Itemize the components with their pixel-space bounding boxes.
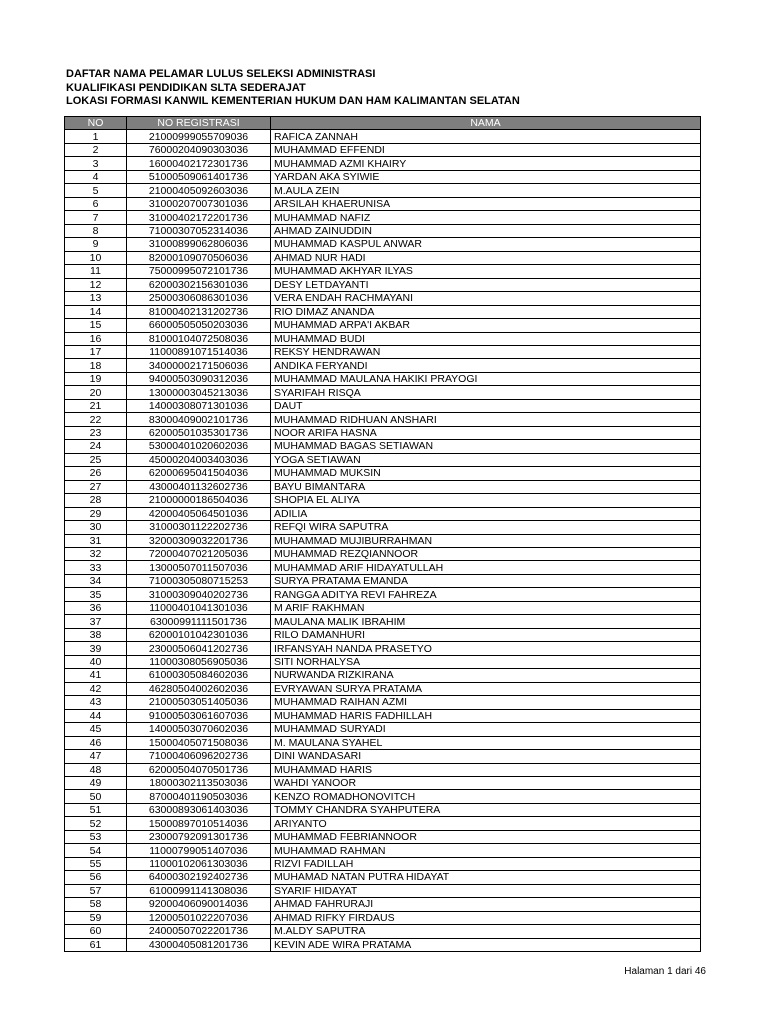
cell-no: 23: [65, 426, 127, 439]
table-row: [65, 453, 701, 466]
cell-name: MUHAMMAD RAIHAN AZMI: [271, 696, 701, 709]
cell-no: 25: [65, 453, 127, 466]
table-row: [65, 251, 701, 264]
cell-registration: 15000897010514036: [127, 817, 271, 830]
cell-name: MUHAMMAD SURYADI: [271, 723, 701, 736]
cell-registration: 21000405092603036: [127, 184, 271, 197]
cell-registration: 11000102061303036: [127, 857, 271, 870]
cell-name: MAULANA MALIK IBRAHIM: [271, 615, 701, 628]
cell-name: AHMAD NUR HADI: [271, 251, 701, 264]
table-row: [65, 238, 701, 251]
table-row: [65, 426, 701, 439]
cell-registration: 23000792091301736: [127, 830, 271, 843]
table-row: [65, 197, 701, 210]
cell-no: 29: [65, 507, 127, 520]
cell-registration: 82000109070506036: [127, 251, 271, 264]
cell-no: 39: [65, 642, 127, 655]
cell-no: 11: [65, 265, 127, 278]
cell-registration: 62000101042301036: [127, 628, 271, 641]
cell-no: 42: [65, 682, 127, 695]
cell-no: 4: [65, 170, 127, 183]
cell-registration: 15000405071508036: [127, 736, 271, 749]
table-row: [65, 723, 701, 736]
table-row: [65, 642, 701, 655]
table-row: [65, 440, 701, 453]
table-row: [65, 561, 701, 574]
cell-registration: 63000893061403036: [127, 803, 271, 816]
title-line-3: LOKASI FORMASI KANWIL KEMENTERIAN HUKUM DAN HAM KALIMANTAN SELATAN: [66, 95, 520, 107]
cell-registration: 94000503090312036: [127, 372, 271, 385]
cell-no: 41: [65, 669, 127, 682]
cell-name: REFQI WIRA SAPUTRA: [271, 521, 701, 534]
table-row: [65, 898, 701, 911]
table-row: [65, 938, 701, 951]
cell-registration: 11000799051407036: [127, 844, 271, 857]
table-row: [65, 736, 701, 749]
cell-registration: 71000305080715253: [127, 574, 271, 587]
cell-name: ARSILAH KHAERUNISA: [271, 197, 701, 210]
table-row: [65, 305, 701, 318]
table-row: [65, 574, 701, 587]
table-row: [65, 130, 701, 143]
column-header-registration: NO REGISTRASI: [127, 117, 271, 130]
cell-registration: 14000308071301036: [127, 399, 271, 412]
table-row: [65, 224, 701, 237]
cell-registration: 32000309032201736: [127, 534, 271, 547]
cell-name: MUHAMMAD ARPA'I AKBAR: [271, 319, 701, 332]
cell-name: AHMAD FAHRURAJI: [271, 898, 701, 911]
cell-registration: 62000504070501736: [127, 763, 271, 776]
cell-registration: 76000204090303036: [127, 143, 271, 156]
table-row: [65, 507, 701, 520]
cell-registration: 61000305084602036: [127, 669, 271, 682]
cell-registration: 51000509061401736: [127, 170, 271, 183]
cell-no: 59: [65, 911, 127, 924]
cell-registration: 21000000186504036: [127, 494, 271, 507]
cell-no: 1: [65, 130, 127, 143]
cell-name: MUHAMMAD RAHMAN: [271, 844, 701, 857]
table-row: [65, 763, 701, 776]
cell-name: IRFANSYAH NANDA PRASETYO: [271, 642, 701, 655]
cell-name: M.ALDY SAPUTRA: [271, 925, 701, 938]
cell-registration: 75000995072101736: [127, 265, 271, 278]
cell-registration: 23000506041202736: [127, 642, 271, 655]
cell-no: 52: [65, 817, 127, 830]
cell-no: 45: [65, 723, 127, 736]
cell-no: 51: [65, 803, 127, 816]
cell-no: 10: [65, 251, 127, 264]
table-row: [65, 830, 701, 843]
table-row: [65, 521, 701, 534]
cell-no: 21: [65, 399, 127, 412]
cell-no: 34: [65, 574, 127, 587]
applicant-table: [64, 116, 701, 952]
table-row: [65, 615, 701, 628]
cell-name: SYARIF HIDAYAT: [271, 884, 701, 897]
table-row: [65, 332, 701, 345]
cell-name: MUHAMMAD HARIS: [271, 763, 701, 776]
table-row: [65, 601, 701, 614]
cell-name: SURYA PRATAMA EMANDA: [271, 574, 701, 587]
cell-registration: 12000501022207036: [127, 911, 271, 924]
table-row: [65, 925, 701, 938]
table-row: [65, 534, 701, 547]
cell-registration: 34000002171506036: [127, 359, 271, 372]
cell-no: 12: [65, 278, 127, 291]
table-row: [65, 211, 701, 224]
cell-registration: 64000302192402736: [127, 871, 271, 884]
table-row: [65, 588, 701, 601]
cell-name: MUHAMMAD KASPUL ANWAR: [271, 238, 701, 251]
title-line-1: DAFTAR NAMA PELAMAR LULUS SELEKSI ADMINISTRASI: [66, 68, 376, 80]
cell-no: 55: [65, 857, 127, 870]
table-row: [65, 278, 701, 291]
table-row: [65, 750, 701, 763]
table-row: [65, 709, 701, 722]
cell-no: 3: [65, 157, 127, 170]
cell-no: 53: [65, 830, 127, 843]
cell-registration: 25000306086301036: [127, 292, 271, 305]
cell-registration: 13000003045213036: [127, 386, 271, 399]
cell-registration: 31000207007301036: [127, 197, 271, 210]
title-line-2: KUALIFIKASI PENDIDIKAN SLTA SEDERAJAT: [66, 81, 306, 94]
cell-no: 49: [65, 776, 127, 789]
cell-no: 54: [65, 844, 127, 857]
cell-no: 2: [65, 143, 127, 156]
cell-name: BAYU BIMANTARA: [271, 480, 701, 493]
table-row: [65, 359, 701, 372]
cell-no: 35: [65, 588, 127, 601]
cell-no: 33: [65, 561, 127, 574]
cell-name: MUHAMMAD NAFIZ: [271, 211, 701, 224]
cell-registration: 71000406096202736: [127, 750, 271, 763]
cell-name: MUHAMMAD MUKSIN: [271, 467, 701, 480]
cell-name: M. MAULANA SYAHEL: [271, 736, 701, 749]
cell-registration: 87000401190503036: [127, 790, 271, 803]
cell-registration: 62000695041504036: [127, 467, 271, 480]
table-row: [65, 480, 701, 493]
cell-registration: 63000991111501736: [127, 615, 271, 628]
cell-no: 61: [65, 938, 127, 951]
cell-no: 20: [65, 386, 127, 399]
cell-name: MUHAMMAD AKHYAR ILYAS: [271, 265, 701, 278]
cell-name: WAHDI YANOOR: [271, 776, 701, 789]
cell-no: 19: [65, 372, 127, 385]
cell-registration: 43000405081201736: [127, 938, 271, 951]
cell-name: MUHAMMAD RIDHUAN ANSHARI: [271, 413, 701, 426]
cell-no: 14: [65, 305, 127, 318]
table-row: [65, 399, 701, 412]
cell-name: NURWANDA RIZKIRANA: [271, 669, 701, 682]
cell-registration: 71000307052314036: [127, 224, 271, 237]
cell-registration: 61000991141308036: [127, 884, 271, 897]
cell-no: 24: [65, 440, 127, 453]
cell-name: KENZO ROMADHONOVITCH: [271, 790, 701, 803]
cell-registration: 31000309040202736: [127, 588, 271, 601]
cell-registration: 11000401041301036: [127, 601, 271, 614]
table-row: [65, 157, 701, 170]
table-row: [65, 857, 701, 870]
table-row: [65, 494, 701, 507]
cell-no: 43: [65, 696, 127, 709]
table-row: [65, 844, 701, 857]
cell-registration: 11000308056905036: [127, 655, 271, 668]
cell-name: DESY LETDAYANTI: [271, 278, 701, 291]
table-row: [65, 790, 701, 803]
table-row: [65, 655, 701, 668]
cell-name: VERA ENDAH RACHMAYANI: [271, 292, 701, 305]
cell-registration: 72000407021205036: [127, 548, 271, 561]
cell-registration: 14000503070602036: [127, 723, 271, 736]
page-number: Halaman 1 dari 46: [624, 966, 706, 977]
table-row: [65, 345, 701, 358]
cell-name: RANGGA ADITYA REVI FAHREZA: [271, 588, 701, 601]
cell-no: 6: [65, 197, 127, 210]
cell-no: 18: [65, 359, 127, 372]
cell-registration: 13000507011507036: [127, 561, 271, 574]
table-row: [65, 467, 701, 480]
column-header-name: NAMA: [271, 117, 701, 130]
cell-name: RIZVI FADILLAH: [271, 857, 701, 870]
cell-name: REKSY HENDRAWAN: [271, 345, 701, 358]
cell-name: AHMAD RIFKY FIRDAUS: [271, 911, 701, 924]
cell-no: 58: [65, 898, 127, 911]
table-row: [65, 884, 701, 897]
cell-registration: 11000891071514036: [127, 345, 271, 358]
cell-registration: 81000104072508036: [127, 332, 271, 345]
cell-name: MUHAMMAD ARIF HIDAYATULLAH: [271, 561, 701, 574]
cell-name: MUHAMMAD BAGAS SETIAWAN: [271, 440, 701, 453]
table-row: [65, 386, 701, 399]
cell-name: AHMAD ZAINUDDIN: [271, 224, 701, 237]
cell-name: M.AULA ZEIN: [271, 184, 701, 197]
cell-registration: 31000402172201736: [127, 211, 271, 224]
cell-no: 5: [65, 184, 127, 197]
cell-name: MUHAMMAD EFFENDI: [271, 143, 701, 156]
table-row: [65, 682, 701, 695]
cell-name: EVRYAWAN SURYA PRATAMA: [271, 682, 701, 695]
table-row: [65, 413, 701, 426]
cell-no: 13: [65, 292, 127, 305]
cell-registration: 83000409002101736: [127, 413, 271, 426]
cell-no: 56: [65, 871, 127, 884]
cell-name: DINI WANDASARI: [271, 750, 701, 763]
cell-registration: 62000501035301736: [127, 426, 271, 439]
cell-no: 26: [65, 467, 127, 480]
cell-no: 47: [65, 750, 127, 763]
table-row: [65, 696, 701, 709]
cell-no: 44: [65, 709, 127, 722]
cell-name: RAFICA ZANNAH: [271, 130, 701, 143]
cell-registration: 66000505050203036: [127, 319, 271, 332]
cell-registration: 62000302156301036: [127, 278, 271, 291]
table-row: [65, 817, 701, 830]
cell-no: 30: [65, 521, 127, 534]
table-header-row: [65, 117, 701, 130]
cell-registration: 31000301122202736: [127, 521, 271, 534]
cell-name: MUHAMMAD BUDI: [271, 332, 701, 345]
table-row: [65, 871, 701, 884]
cell-registration: 21000503051405036: [127, 696, 271, 709]
cell-name: RILO DAMANHURI: [271, 628, 701, 641]
cell-registration: 31000899062806036: [127, 238, 271, 251]
column-header-no: NO: [65, 117, 127, 130]
cell-registration: 92000406090014036: [127, 898, 271, 911]
cell-registration: 42000405064501036: [127, 507, 271, 520]
cell-name: NOOR ARIFA HASNA: [271, 426, 701, 439]
cell-name: RIO DIMAZ ANANDA: [271, 305, 701, 318]
cell-name: MUHAMMAD HARIS FADHILLAH: [271, 709, 701, 722]
cell-registration: 21000999055709036: [127, 130, 271, 143]
cell-name: ARIYANTO: [271, 817, 701, 830]
cell-no: 57: [65, 884, 127, 897]
table-row: [65, 669, 701, 682]
cell-name: SYARIFAH RISQA: [271, 386, 701, 399]
table-row: [65, 170, 701, 183]
cell-registration: 91000503061607036: [127, 709, 271, 722]
cell-no: 22: [65, 413, 127, 426]
cell-name: M ARIF RAKHMAN: [271, 601, 701, 614]
cell-no: 46: [65, 736, 127, 749]
cell-name: TOMMY CHANDRA SYAHPUTERA: [271, 803, 701, 816]
cell-name: MUHAMMAD AZMI KHAIRY: [271, 157, 701, 170]
table-row: [65, 184, 701, 197]
cell-name: MUHAMMAD FEBRIANNOOR: [271, 830, 701, 843]
cell-registration: 46280504002602036: [127, 682, 271, 695]
table-row: [65, 911, 701, 924]
cell-no: 31: [65, 534, 127, 547]
cell-no: 37: [65, 615, 127, 628]
cell-no: 16: [65, 332, 127, 345]
table-row: [65, 776, 701, 789]
cell-no: 38: [65, 628, 127, 641]
cell-name: ADILIA: [271, 507, 701, 520]
cell-no: 28: [65, 494, 127, 507]
cell-no: 60: [65, 925, 127, 938]
table-row: [65, 548, 701, 561]
table-row: [65, 265, 701, 278]
table-row: [65, 803, 701, 816]
cell-registration: 45000204003403036: [127, 453, 271, 466]
cell-no: 15: [65, 319, 127, 332]
cell-name: YOGA SETIAWAN: [271, 453, 701, 466]
cell-name: KEVIN ADE WIRA PRATAMA: [271, 938, 701, 951]
cell-name: SITI NORHALYSA: [271, 655, 701, 668]
cell-no: 36: [65, 601, 127, 614]
cell-no: 7: [65, 211, 127, 224]
cell-registration: 81000402131202736: [127, 305, 271, 318]
cell-no: 27: [65, 480, 127, 493]
cell-name: SHOPIA EL ALIYA: [271, 494, 701, 507]
cell-no: 9: [65, 238, 127, 251]
cell-no: 17: [65, 345, 127, 358]
cell-name: YARDAN AKA SYIWIE: [271, 170, 701, 183]
cell-name: MUHAMMAD REZQIANNOOR: [271, 548, 701, 561]
cell-name: MUHAMAD NATAN PUTRA HIDAYAT: [271, 871, 701, 884]
cell-registration: 24000507022201736: [127, 925, 271, 938]
cell-no: 40: [65, 655, 127, 668]
cell-no: 8: [65, 224, 127, 237]
cell-name: MUHAMMAD MUJIBURRAHMAN: [271, 534, 701, 547]
table-body: [65, 130, 701, 952]
table-row: [65, 628, 701, 641]
table-row: [65, 143, 701, 156]
cell-registration: 18000302113503036: [127, 776, 271, 789]
document-title-block: [66, 68, 520, 109]
table-row: [65, 319, 701, 332]
cell-no: 48: [65, 763, 127, 776]
cell-no: 50: [65, 790, 127, 803]
cell-registration: 53000401020602036: [127, 440, 271, 453]
cell-name: MUHAMMAD MAULANA HAKIKI PRAYOGI: [271, 372, 701, 385]
cell-no: 32: [65, 548, 127, 561]
cell-registration: 43000401132602736: [127, 480, 271, 493]
cell-name: DAUT: [271, 399, 701, 412]
table-row: [65, 372, 701, 385]
table-row: [65, 292, 701, 305]
cell-registration: 16000402172301736: [127, 157, 271, 170]
cell-name: ANDIKA FERYANDI: [271, 359, 701, 372]
